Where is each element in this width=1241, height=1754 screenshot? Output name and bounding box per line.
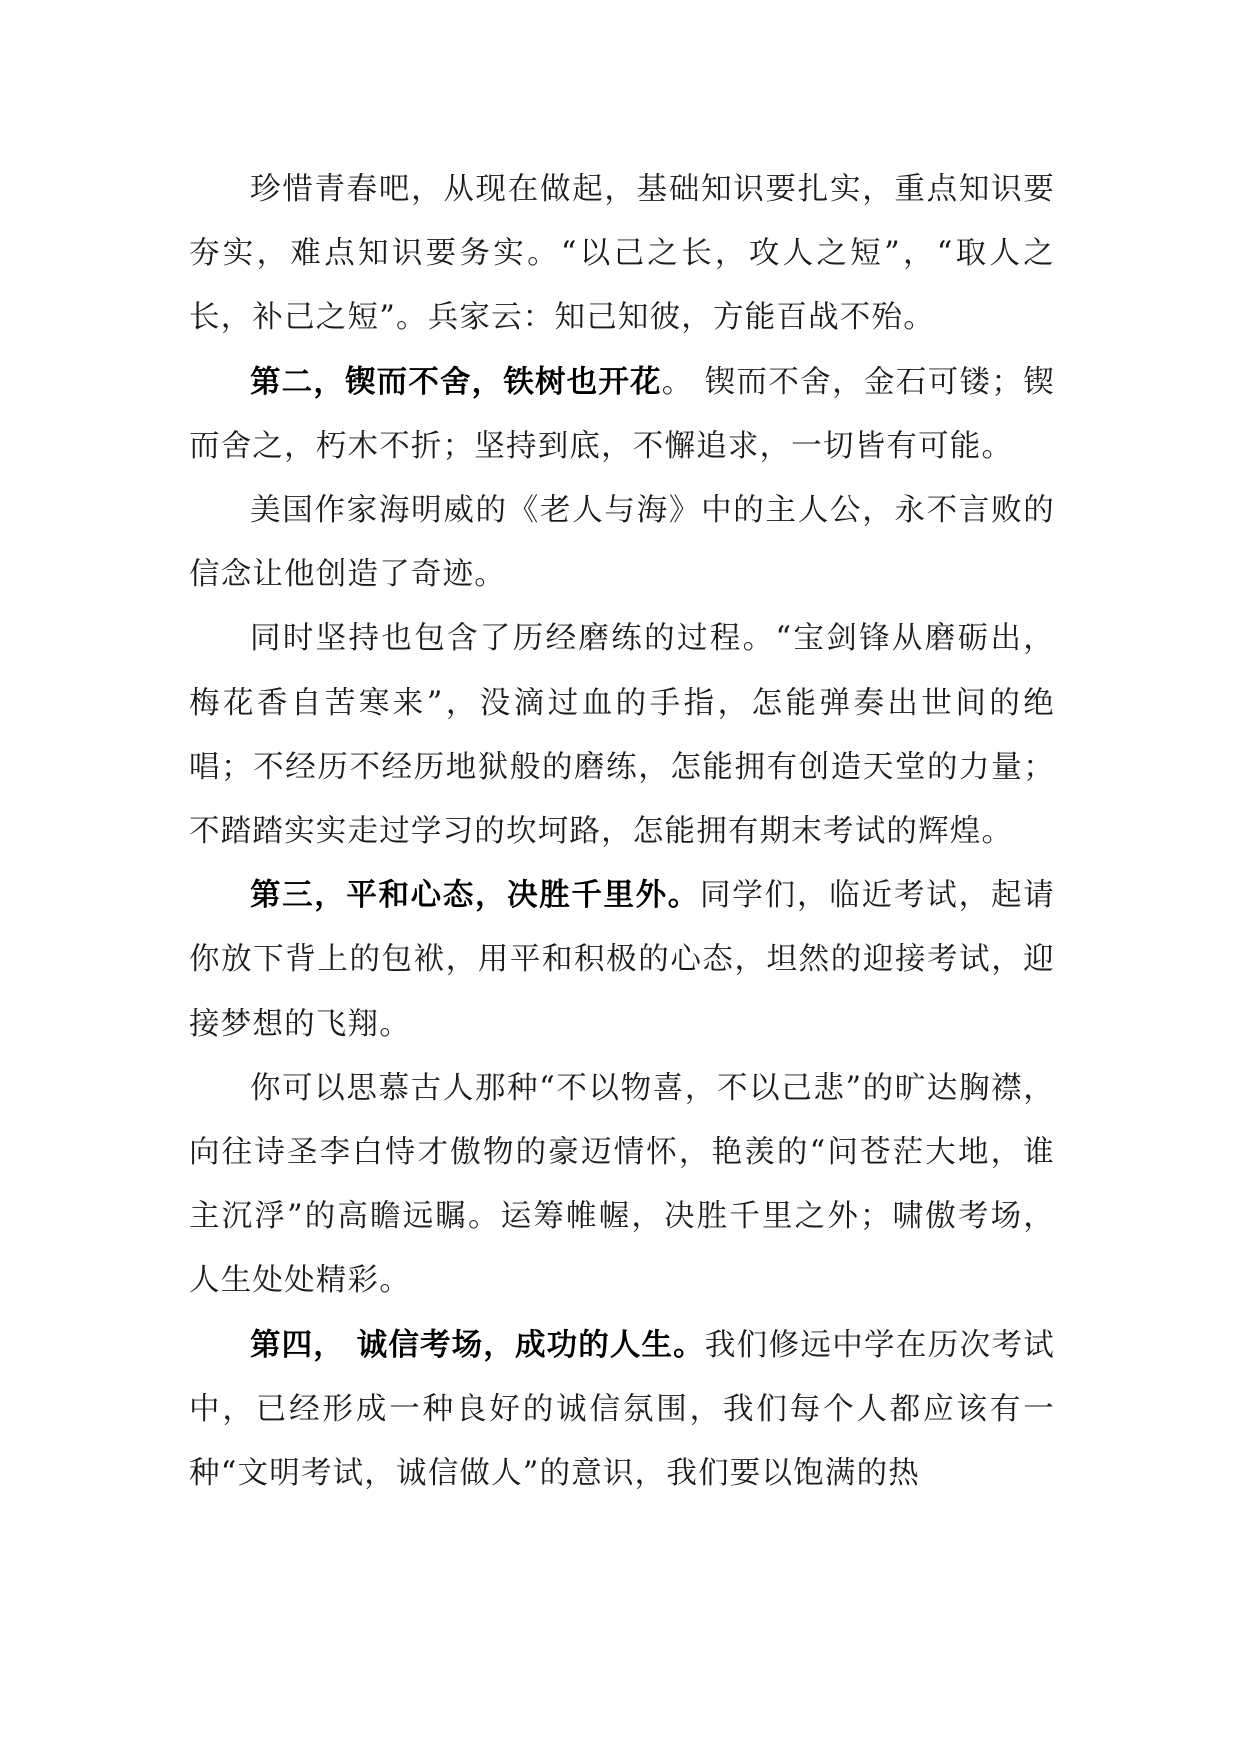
document-page: [189, 158, 1055, 1506]
paragraph-text: 同学们，临近考试，起请你放下背上的包袱，用平和积极的心态，坦然的迎接考试，迎接梦想的飞翔。: [189, 878, 1056, 1042]
paragraph-text: 同时坚持也包含了历经磨练的过程。“宝剑锋从磨砺出，梅花香自苦寒来”，没滴过血的手指，怎能弹奏出世间的绝唱；不经历不经历地狱般的磨练，怎能拥有创造天堂的力量；不踏踏实实走过学习的坎坷路，怎能拥有期末考试的辉煌。: [189, 621, 1055, 850]
paragraph-text: 我们修远中学在历次考试中，已经形成一种良好的诚信氛围，我们每个人都应该有一种“文明考试，诚信做人”的意识，我们要以饱满的热: [189, 1327, 1055, 1492]
paragraph-cherish-youth: [189, 158, 1055, 351]
section-heading-third: 第三，平和心态，决胜千里外。: [250, 878, 700, 914]
section-heading-second: 第二，锲而不舍，铁树也开花: [250, 364, 662, 400]
paragraph-text: 美国作家海明威的《老人与海》中的主人公，永不言败的信念让他创造了奇迹。: [189, 493, 1055, 593]
paragraph-perseverance: [189, 351, 1055, 479]
paragraph-ancient-wisdom: [189, 1057, 1055, 1314]
paragraph-integrity: [189, 1314, 1055, 1507]
paragraph-text: 珍惜青春吧，从现在做起，基础知识要扎实，重点知识要夯实，难点知识要务实。“以己之长，攻人之短”，“取人之长，补己之短”。兵家云：知己知彼，方能百战不殆。: [189, 172, 1055, 336]
paragraph-text: 。 锲而不舍，金石可镂；锲而舍之，朽木不折；坚持到底，不懈追求，一切皆有可能。: [189, 364, 1055, 464]
paragraph-old-man-and-sea: [189, 479, 1055, 607]
section-heading-fourth: 第四， 诚信考场，成功的人生。: [250, 1327, 705, 1363]
paragraph-hardship: [189, 607, 1055, 864]
paragraph-calm-mindset: [189, 864, 1055, 1057]
paragraph-text: 你可以思慕古人那种“不以物喜，不以己悲”的旷达胸襟，向往诗圣李白恃才傲物的豪迈情怀，艳羡的“问苍茫大地，谁主沉浮”的高瞻远瞩。运筹帷幄，决胜千里之外；啸傲考场，人生处处精彩。: [189, 1070, 1055, 1299]
